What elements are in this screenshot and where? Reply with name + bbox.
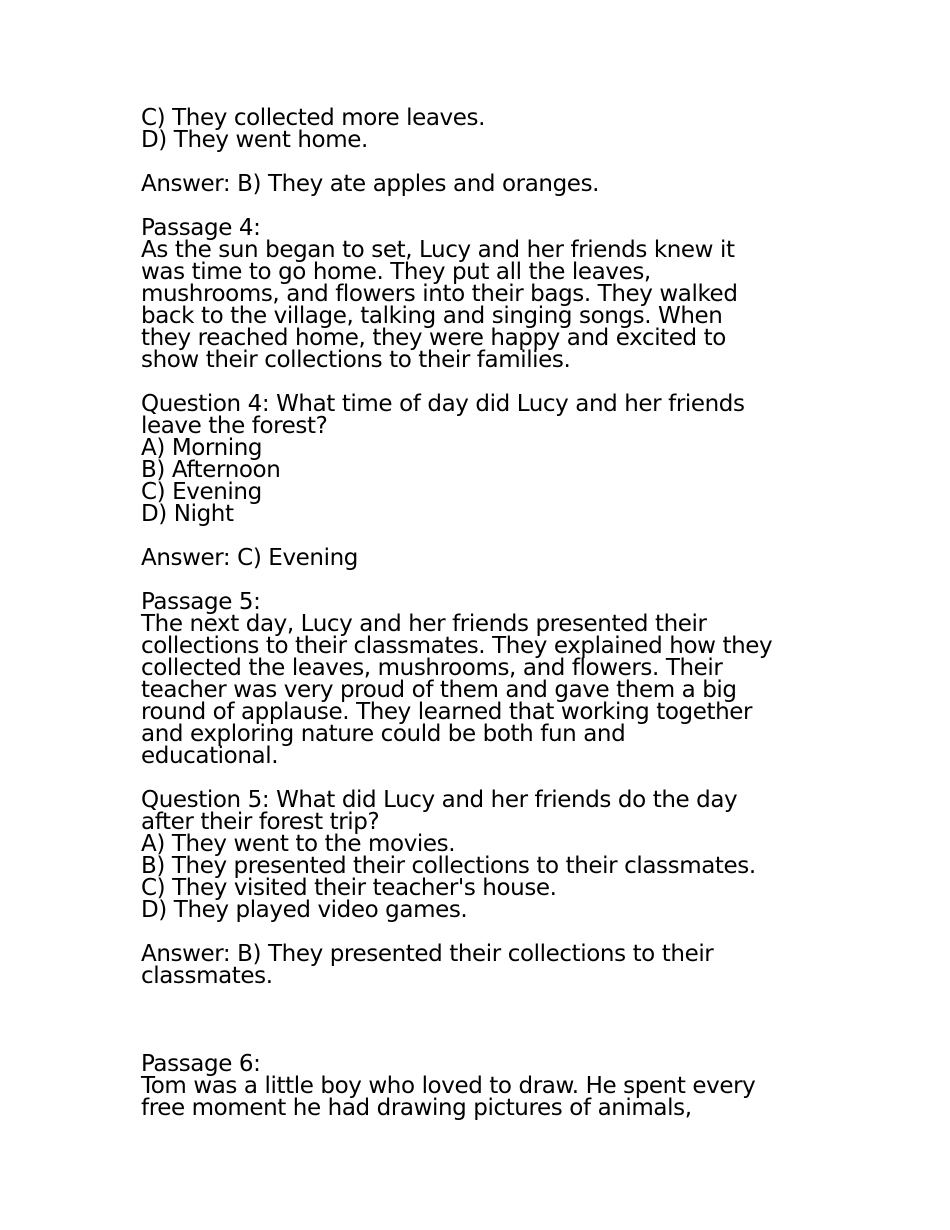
passage-line: mushrooms, and flowers into their bags. They walked xyxy=(141,281,738,307)
passage-line: was time to go home. They put all the leaves, xyxy=(141,259,651,285)
question-line: leave the forest? xyxy=(141,413,328,439)
passage-5 xyxy=(141,591,831,767)
passage-line: The next day, Lucy and her friends presented their xyxy=(141,611,707,637)
question-4 xyxy=(141,393,831,525)
question-5-answer xyxy=(141,943,831,987)
passage-line: round of applause. They learned that working together xyxy=(141,699,753,725)
question-line: after their forest trip? xyxy=(141,809,380,835)
passage-title: Passage 6: xyxy=(141,1051,261,1077)
answer-line: classmates. xyxy=(141,963,273,989)
document-page xyxy=(141,107,831,1119)
passage-4 xyxy=(141,217,831,371)
option-line: C) They visited their teacher's house. xyxy=(141,875,557,901)
question-line: Question 5: What did Lucy and her friends do the day xyxy=(141,787,738,813)
option-line: B) They presented their collections to their classmates. xyxy=(141,853,756,879)
option-line: D) They went home. xyxy=(141,127,368,153)
passage-line: collected the leaves, mushrooms, and flowers. Their xyxy=(141,655,723,681)
passage-line: and exploring nature could be both fun and xyxy=(141,721,626,747)
passage-line: they reached home, they were happy and excited to xyxy=(141,325,726,351)
option-line: A) They went to the movies. xyxy=(141,831,456,857)
passage-line: collections to their classmates. They explained how they xyxy=(141,633,773,659)
question-5 xyxy=(141,789,831,921)
answer-line: Answer: B) They ate apples and oranges. xyxy=(141,171,600,197)
passage-6 xyxy=(141,1053,831,1119)
answer-line: Answer: B) They presented their collections to their xyxy=(141,941,714,967)
passage-line: educational. xyxy=(141,743,279,769)
question-4-answer xyxy=(141,547,831,569)
option-line: A) Morning xyxy=(141,435,263,461)
passage-line: As the sun began to set, Lucy and her friends knew it xyxy=(141,237,735,263)
option-line: D) They played video games. xyxy=(141,897,468,923)
option-line: D) Night xyxy=(141,501,234,527)
question-line: Question 4: What time of day did Lucy and her friends xyxy=(141,391,745,417)
passage-title: Passage 5: xyxy=(141,589,261,615)
passage-line: teacher was very proud of them and gave them a big xyxy=(141,677,737,703)
passage-line: show their collections to their families. xyxy=(141,347,571,373)
option-line: C) They collected more leaves. xyxy=(141,105,485,131)
passage-line: free moment he had drawing pictures of animals, xyxy=(141,1095,692,1121)
option-line: B) Afternoon xyxy=(141,457,281,483)
question-3-answer xyxy=(141,173,831,195)
option-line: C) Evening xyxy=(141,479,262,505)
passage-line: Tom was a little boy who loved to draw. He spent every xyxy=(141,1073,756,1099)
answer-line: Answer: C) Evening xyxy=(141,545,358,571)
question-3-options xyxy=(141,107,831,151)
passage-title: Passage 4: xyxy=(141,215,261,241)
passage-line: back to the village, talking and singing songs. When xyxy=(141,303,723,329)
